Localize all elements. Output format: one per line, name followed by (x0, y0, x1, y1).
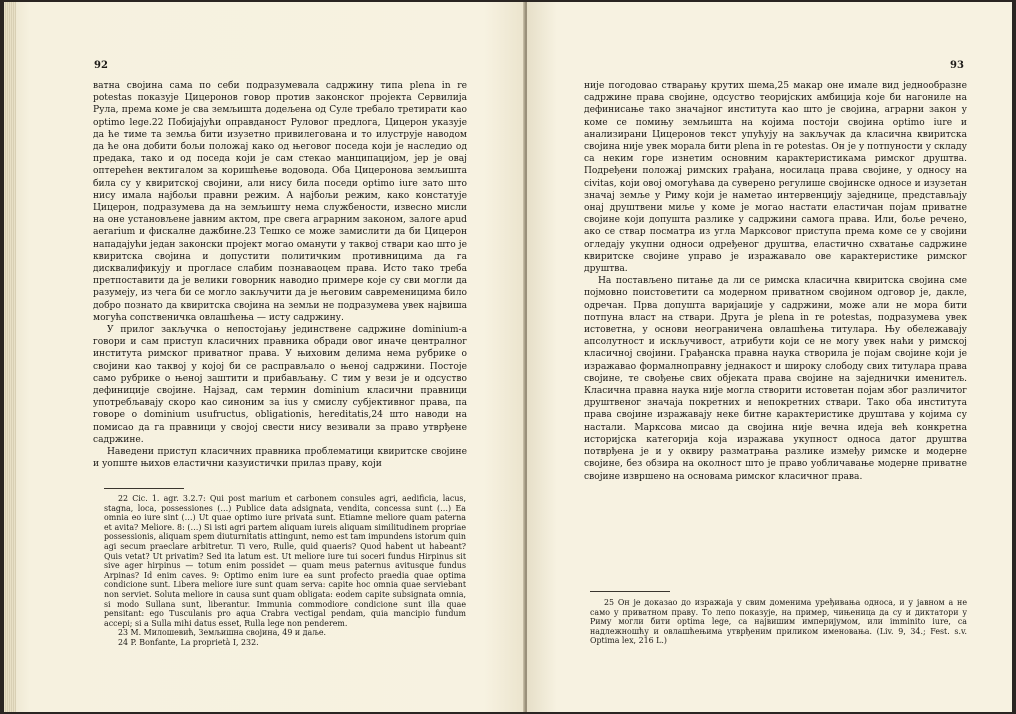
page-edges (4, 2, 16, 712)
paragraph: У прилог закључка о непостојању јединствене садржине dominium-а говори и сам приступ класичних правника обради овог иначе централног института римског приватног права. У њиховим делима нема рубрике о својини као таквој у којој би се расправљало о њеној садржини. Постоје само рубрике о њеној заштити и прибављању. С тим у вези је и одсуство дефиниције својине. Најзад, сам термин dominium класични правници употребљавају скоро као синоним за ius у смислу субјективног права, па говоре о dominium usufructus, obligationis, hereditatis,24 што наводи на помисао да га правници у својој свести нису везивали за право утврђене садржине. (93, 325, 467, 445)
paragraph: На постављено питање да ли се римска класична квиритска својина сме појмовно поистоветити са модерном приватном својином одговор је, дакле, одречан. Прва допушта варијације у садржини, може али не мора бити потпуна власт на ствари. Друга је plena in re potestas, подразумева увек истоветна, у основи неограничена овлашћења титулара. Њу обележавају апсолутност и искључивост, атрибути који се не могу увек наћи у римској класичној својини. Грађанска правна наука створила је појам својине који је изражавао формалноправну једнакост и широку слободу свих титулара права својине, те свођење свих објеката права својине на заједнички именитељ. Класична правна наука није могла створити истоветан појам због различитог друштвеног значаја покретних и непокретних ствари. Тако оба института права својине изражавају неке битне карактеристике друштава у којима су настали. Марксова мисао да својина није вечна идеја већ конкретна историјска категорија која изражава укупност односа датог друштва потврђена је и у оквиру разматрања разлике између римске и модерне својине, без обзира на околност што је право уобличавање модерне приватне својине извршено на основама римског класичног права. (584, 276, 967, 482)
right-page (527, 2, 1012, 712)
footnote: 23 М. Милошевић, Земљишна својина, 49 и даље. (118, 628, 327, 638)
footnote: 22 Cic. 1. agr. 3.2.7: Qui post marium et carbonem consules agri, aedificia, lacus, stagna, loca, possessiones (…) Publice data adsignata, vendita, concessa sunt (…) Ea omnia eo iure sint (…) Ut quae optimo iure privata sunt. Etiamne meliore quam paterna et avita? Meliore. 8: (…) Si isti agri partem aliquam iureis aliquam similitudinem propriae possessionis, aliquam spem diuturnitatis attingunt, nemo est tam impundens istorum quin agi secum praeclare arbitretur. Ti vero, Rulle, quid quaeris? Quod habent ut habeant? Quis vetat? Ut privatim? Sed ita latum est. Ut meliore iure tui soceri fundus Hirpinus sit sive ager hirpinus — totum enim possidet — quam meus paternus avitusque fundus Arpinas? Id enim caves. 9: Optimo enim iure ea sunt profecto praedia quae optima condicione sunt. Libera meliore iure sunt quam serva: capite hoc omnia quae serviebant non serviet. Soluta meliore in causa sunt quam obligata: eodem capite subsignata omnia, si modo Sullana sunt, liberantur. Immunia commodiore condicione sunt illa quae pensitant: ego Tusculanis pro aqua Crabra vectigal pendam, quia mancipio fundum accepi; si a Sulla mihi datus esset, Rulla lege non penderem. (104, 494, 466, 628)
footnote: 24 P. Bonfante, La proprietà I, 232. (118, 637, 259, 647)
main-text (93, 80, 467, 471)
paragraph: ватна својина сама по себи подразумевала садржину типа plena in re potestas показује Цицеронов говор против законског пројекта Сервилија Рула, према коме је сва земљишта додељена од Суле требало третирати као optimo lege.22 Побијајући оправданост Руловог предлога, Цицерон указује да ће тиме та земља бити изузетно привилегована и то илуструје наводом да ће она добити бољи положај како од његовог поседа који је наследио од предака, тако и од поседа који је сам стекао манципацијом, јер је овај оптерећен вектигалом за коришћење водовода. Оба Цицеронова земљишта била су у квиритској својини, али нису била поседи optimo iure зато што нису имала најбољи правни режим. А најбољи режим, како констатује Цицерон, подразумева да на земљишту нема службености, извесно мисли на оне установљене јавним актом, пре свега аграрним законом, залоге apud aerarium и фискалне дажбине.23 Тешко се може замислити да би Цицерон нападајући један законски пројект могао оманути у таквој ствари као што је квиритска својина и допустити политичким противницима да га дисквалификују и прогласе слабим познаваоцем права. Исто тако треба претпоставити да је велики говорник наводио примере које су сви могли да разумеју, из чега би се могло закључити да је његовим савременицима било добро познато да квиритска својина на земљи не подразумева увек највиша могућа сопственичка овлашћења — исту садржину. (93, 81, 467, 323)
paragraph: није погодовао стварању крутих шема,25 макар оне имале вид једнообразне садржине права својине, одсуство теоријских амбиција које би нагониле на дефинисање тако значајног института као што је својина, аграрни закон у коме се помињу земљишта на којима постоји својина optimo iure и анализирани Цицеронов текст упућују на закључак да класична квиритска својина није увек морала бити plena in re potestas. Он је у потпуности у складу са неким горе изнетим основним карактеристикама римског друштва. Подређени положај римских грађана, носилаца права својине, у односу на civitas, који овој омогућава да суверено регулише својинске односе и изузетан значај земље у Риму који је наметао интервенцију заједнице, представљају онај друштвени миље у коме је могао настати еластичан појам приватне својине који допушта разлике у садржини самога права. Или, боље речено, ако се ствар посматра из угла Марксовог приступа према коме се у својини огледају укупни односи одређеног друштва, еластично схватање садржине квиритске својине управо је изражавало ове карактеристике римског друштва. (584, 81, 967, 275)
left-page (4, 2, 525, 712)
main-text (584, 80, 967, 483)
footnotes (590, 598, 967, 646)
footnote-rule (590, 591, 670, 592)
footnote-rule (104, 488, 184, 489)
footnotes (104, 494, 466, 648)
page-number: 93 (950, 60, 964, 71)
footnote: 25 Он је доказао до изражаја у свим доменима уређивања односа, и у јавном а не само у приватном праву. То лепо показује, на пример, чињеница да су и диктатори у Риму могли бити optima lege, са највишим империјумом, или imminito iure, са надлежношћу и овлашћењима утврђеним приликом именовања. (Liv. 9, 34.; Fest. s.v. Optima lex, 216 L.) (590, 598, 967, 646)
paragraph: Наведени приступ класичних правника проблематици квиритске својине и уопште њихов еластични казуистички прилаз праву, који (93, 447, 467, 470)
page-number: 92 (94, 60, 108, 71)
book-spread (4, 2, 1012, 712)
